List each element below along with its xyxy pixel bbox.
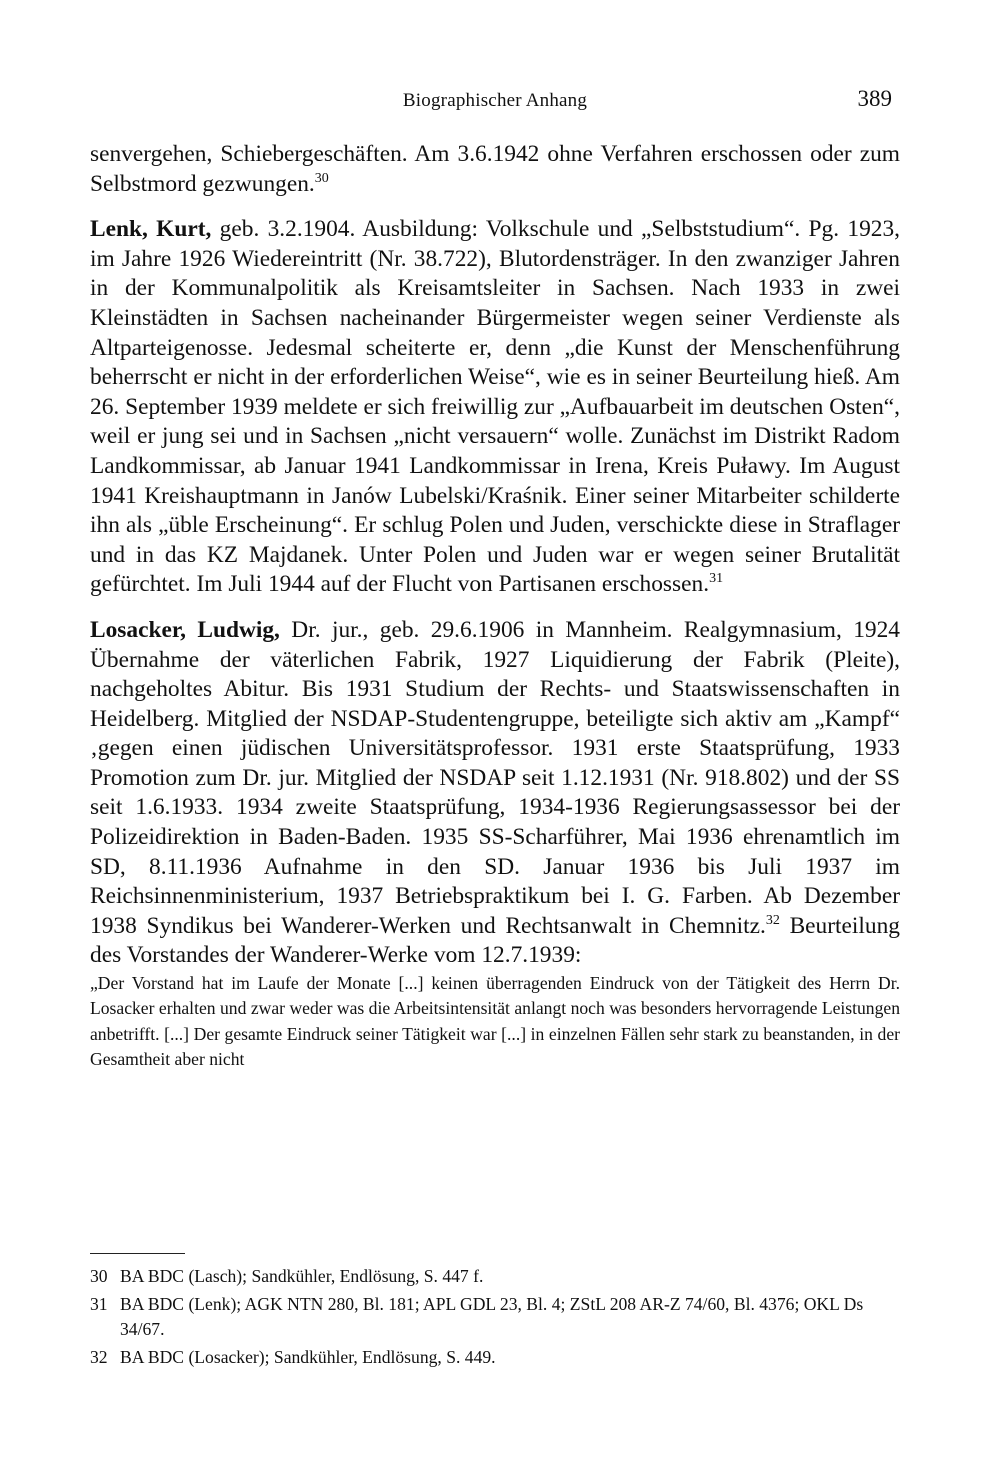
biography-entry-losacker	[90, 616, 900, 971]
footnote	[90, 1292, 900, 1343]
footnote-number: 30	[90, 1266, 108, 1286]
page-header	[90, 86, 900, 116]
footnote-number: 31	[90, 1293, 108, 1314]
continuation-text: senvergehen, Schiebergeschäften. Am 3.6.1942 ohne Verfahren erschossen oder zum Selbstmord gezwungen.	[90, 141, 900, 197]
footnote-number: 32	[90, 1346, 108, 1367]
page-number: 389	[857, 86, 892, 111]
footnotes	[90, 1264, 900, 1372]
entry-name: Lenk, Kurt,	[90, 216, 212, 243]
entry-text: geb. 3.2.1904. Ausbildung: Volkschule und „Selbststudium“. Pg. 1923, im Jahre 1926 Wiedereintritt (Nr. 38.722), Blutordensträger. In den zwanziger Jahren in der Kommunalpolitik als Kreisamtsleiter in Sachsen. Nach 1933 in zwei Kleinstädten in Sachsen nacheinander Bürgermeister wegen seiner Verdienste als Altparteigenosse. Jedesmal scheiterte er, denn „die Kunst der Menschenführung beherrscht er nicht in der erforderlichen Weise“, wie es in seiner Beurteilung hieß. Am 26. September 1939 meldete er sich freiwillig zur „Aufbauarbeit im deutschen Osten“, weil er jung sei und in Sachsen „nicht versauern“ wolle. Zunächst im Distrikt Radom Landkommissar, ab Januar 1941 Landkommissar in Irena, Kreis Puławy. Im August 1941 Kreishauptmann in Janów Lubelski/Kraśnik. Einer seiner Mitarbeiter schilderte ihn als „üble Erscheinung“. Er schlug Polen und Juden, verschickte diese in Straflager und in das KZ Majdanek. Unter Polen und Juden war er wegen seiner Brutalität gefürchtet. Im Juli 1944 auf der Flucht von Partisanen erschossen.	[90, 216, 901, 598]
footnote-ref: 30	[314, 170, 329, 186]
block-quote: „Der Vorstand hat im Laufe der Monate [...] keinen überragenden Eindruck von der Tätigkeit des Herrn Dr. Losacker erhalten und zwar weder was die Arbeitsintensität anlangt noch was besonders hervorragende Leistungen anbetrifft. [...] Der gesamte Eindruck seiner Tätigkeit war [...] in einzelnen Fällen sehr stark zu beanstanden, in der Gesamtheit aber nicht	[90, 973, 900, 1070]
footnote-ref: 32	[765, 912, 780, 928]
footnote	[90, 1264, 900, 1290]
footnote-ref: 31	[709, 571, 724, 587]
main-text	[90, 140, 900, 1073]
footnote-text: BA BDC (Lasch); Sandkühler, Endlösung, S. 447 f.	[120, 1266, 484, 1286]
footnote-text: BA BDC (Losacker); Sandkühler, Endlösung, S. 449.	[120, 1346, 496, 1367]
running-head: Biographischer Anhang	[402, 90, 588, 111]
footnote-text: BA BDC (Lenk); AGK NTN 280, Bl. 181; APL GDL 23, Bl. 4; ZStL 208 AR-Z 74/60, Bl. 4376; OKL Ds 34/67.	[120, 1293, 864, 1340]
entry-name: Losacker, Ludwig,	[90, 616, 280, 643]
entry-text: Dr. jur., geb. 29.6.1906 in Mannheim. Realgymnasium, 1924 Übernahme der väterlichen Fabrik, 1927 Liquidierung der Fabrik (Pleite), nachgeholtes Abitur. Bis 1931 Studium der Rechts- und Staatswissenschaften in Heidelberg. Mitglied der NSDAP-Studentengruppe, beteiligte sich aktiv am „Kampf“ ‚gegen einen jüdischen Universitätsprofessor. 1931 erste Staatsprüfung, 1933 Promotion zum Dr. jur. Mitglied der NSDAP seit 1.12.1931 (Nr. 918.802) und der SS seit 1.6.1933. 1934 zweite Staatsprüfung, 1934-1936 Regierungsassessor bei der Polizeidirektion in Baden-Baden. 1935 SS-Scharführer, Mai 1936 ehrenamtlich im SD, 8.11.1936 Aufnahme in den SD. Januar 1936 bis Juli 1937 im Reichsinnenministerium, 1937 Betriebspraktikum bei I. G. Farben. Ab Dezember 1938 Syndikus bei Wanderer-Werken und Rechtsanwalt in Chemnitz.	[90, 616, 900, 939]
footnote-separator	[90, 1253, 185, 1254]
footnote	[90, 1345, 900, 1371]
continuation-paragraph	[90, 140, 900, 199]
biography-entry-lenk	[90, 215, 900, 600]
entry-text-continued: Beurteilung des Vorstandes der Wanderer-Werke vom 12.7.1939:	[90, 912, 901, 969]
